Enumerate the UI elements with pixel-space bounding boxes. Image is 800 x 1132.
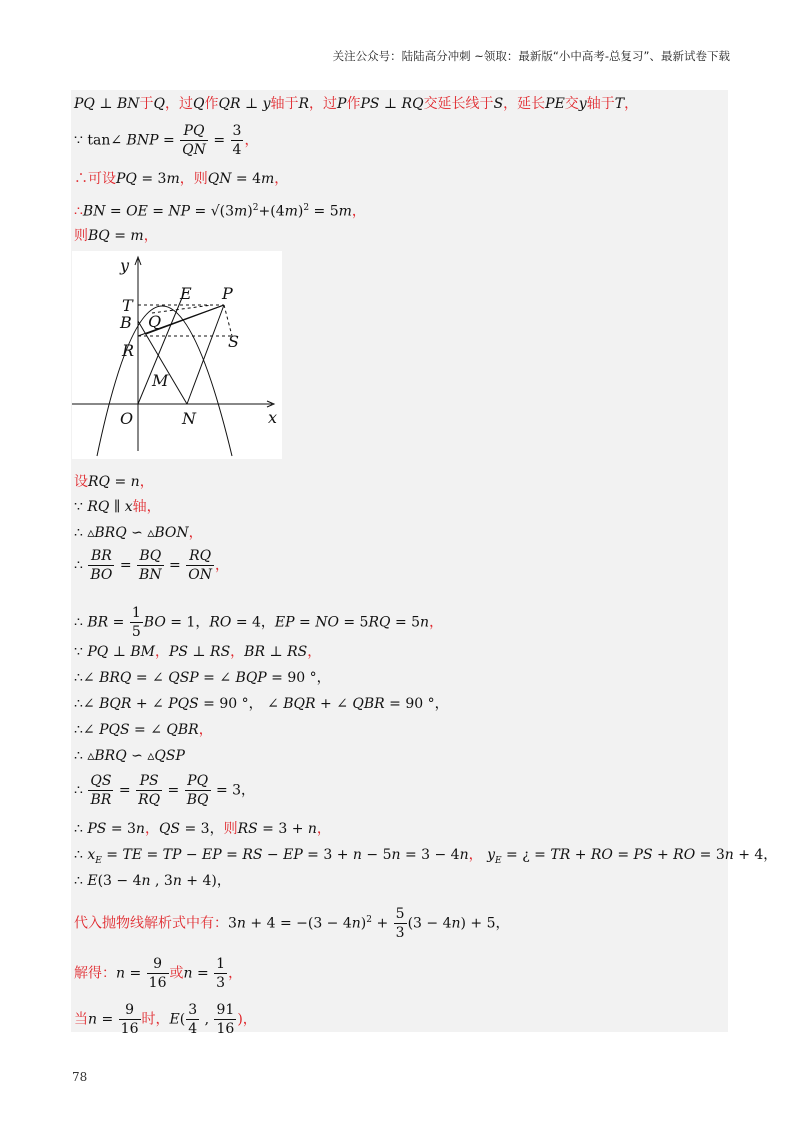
fraction: $\frac{1}{3}$ bbox=[216, 956, 226, 991]
fraction: $\frac{PQ}{BQ}$ bbox=[186, 773, 209, 808]
label-B: B bbox=[120, 313, 132, 332]
solution-line-5: 则BQ = m， bbox=[74, 228, 158, 244]
figure-svg bbox=[72, 251, 282, 459]
label-O: O bbox=[120, 409, 134, 428]
fraction: $\frac{3}{4}$ bbox=[232, 123, 242, 158]
solution-line-4: ∴BN = OE = NP = $√(3m)^2+(4m)^2 = 5m$， bbox=[74, 203, 366, 220]
label-T: T bbox=[122, 296, 133, 315]
fraction: $\frac{QS}{BR}$ bbox=[90, 773, 112, 808]
page-header: 关注公众号：陆陆高分冲刺 ~领取：最新版“小中高考-总复习”、最新试卷下载 bbox=[332, 49, 730, 63]
solution-line-21: 解得：n = $\frac{9}{16}$ 或n = $\frac{1}{3}$ ， bbox=[74, 956, 243, 991]
solution-line-10: ∴ BR = $\frac{1}{5}$ BO = 1，RO = 4，EP = NO = 5RQ = 5n， bbox=[74, 605, 444, 640]
solution-line-9: ∴ $\frac{BR}{BO}$ = $\frac{BQ}{BN}$ = $\frac{RQ}{ON}$ ， bbox=[74, 548, 229, 583]
solution-line-7: ∵ RQ ∥ x轴， bbox=[74, 499, 161, 515]
label-N: N bbox=[182, 409, 196, 428]
fraction: $\frac{91}{16}$ bbox=[216, 1002, 235, 1037]
solution-content bbox=[71, 90, 778, 1037]
fraction: $\frac{3}{4}$ bbox=[188, 1002, 198, 1037]
label-Q: Q bbox=[148, 312, 162, 331]
solution-line-8: ∴ ▵BRQ ∽ ▵BON， bbox=[74, 525, 203, 541]
solution-line-14: ∴∠ PQS = ∠ QBR， bbox=[74, 722, 213, 738]
solution-line-20: 代入抛物线解析式中有：$3n + 4 = -(3 - 4n)^2$ + $\frac{5}{3}$ (3 − 4n) + 5， bbox=[74, 906, 510, 941]
solution-line-18: ∴ $x_E$ = TE = TP − EP = RS − EP = 3 + n − 5n = 3 − 4n， $y_E$ = ¿ = TR + RO = PS + RO = 3n + 4， bbox=[74, 847, 778, 866]
fraction: $\frac{1}{5}$ bbox=[131, 605, 141, 640]
label-R: R bbox=[122, 341, 135, 360]
solution-line-3: ∴可设PQ = 3m，则QN = 4m， bbox=[74, 171, 289, 187]
solution-line-16: ∴ $\frac{QS}{BR}$ = $\frac{PS}{RQ}$ = $\frac{PQ}{BQ}$ = 3， bbox=[74, 773, 256, 808]
label-P: P bbox=[222, 284, 233, 303]
solution-line-15: ∴ ▵BRQ ∽ ▵QSP bbox=[74, 748, 185, 764]
solution-line-12: ∴∠ BRQ = ∠ QSP = ∠ BQP = 90 °， bbox=[74, 670, 331, 686]
fraction: $\frac{PS}{RQ}$ bbox=[138, 773, 161, 808]
page-number: 78 bbox=[72, 1070, 88, 1084]
solution-line-19: ∴ E(3 − 4n , 3n + 4)， bbox=[74, 873, 231, 889]
fraction: $\frac{5}{3}$ bbox=[395, 906, 405, 941]
solution-line-1: PQ ⊥ BN于Q，过Q作QR ⊥ y轴于R，过P作PS ⊥ RQ交延长线于S，延长PE交y轴于T， bbox=[74, 96, 639, 112]
label-x: x bbox=[268, 408, 278, 427]
label-y: y bbox=[120, 256, 130, 275]
fraction: $\frac{9}{16}$ bbox=[120, 1002, 139, 1037]
solution-line-11: ∵ PQ ⊥ BM，PS ⊥ RS，BR ⊥ RS， bbox=[74, 644, 322, 660]
solution-line-17: ∴ PS = 3n，QS = 3，则RS = 3 + n， bbox=[74, 821, 331, 837]
fraction: $\frac{BR}{BO}$ bbox=[90, 548, 113, 583]
label-M: M bbox=[152, 371, 169, 390]
solution-line-6: 设RQ = n， bbox=[74, 474, 154, 490]
label-S: S bbox=[228, 332, 239, 351]
fraction: $\frac{PQ}{QN}$ bbox=[182, 123, 206, 158]
solution-line-2: ∵ tan∠ BNP = $\frac{PQ}{QN}$ = $\frac{3}{4}$ ， bbox=[74, 123, 259, 158]
solution-line-22: 当n = $\frac{9}{16}$ 时，E( $\frac{3}{4}$ , $\frac{91}{16}$ )， bbox=[74, 1002, 257, 1037]
solution-line-13: ∴∠ BQR + ∠ PQS = 90 °， ∠ BQR + ∠ QBR = 90 °， bbox=[74, 696, 449, 712]
label-E: E bbox=[180, 284, 192, 303]
segment-NP bbox=[187, 305, 224, 404]
fraction: $\frac{9}{16}$ bbox=[148, 956, 167, 991]
fraction: $\frac{BQ}{BN}$ bbox=[139, 548, 162, 583]
fraction: $\frac{RQ}{ON}$ bbox=[188, 548, 212, 583]
geometry-figure bbox=[72, 251, 282, 459]
